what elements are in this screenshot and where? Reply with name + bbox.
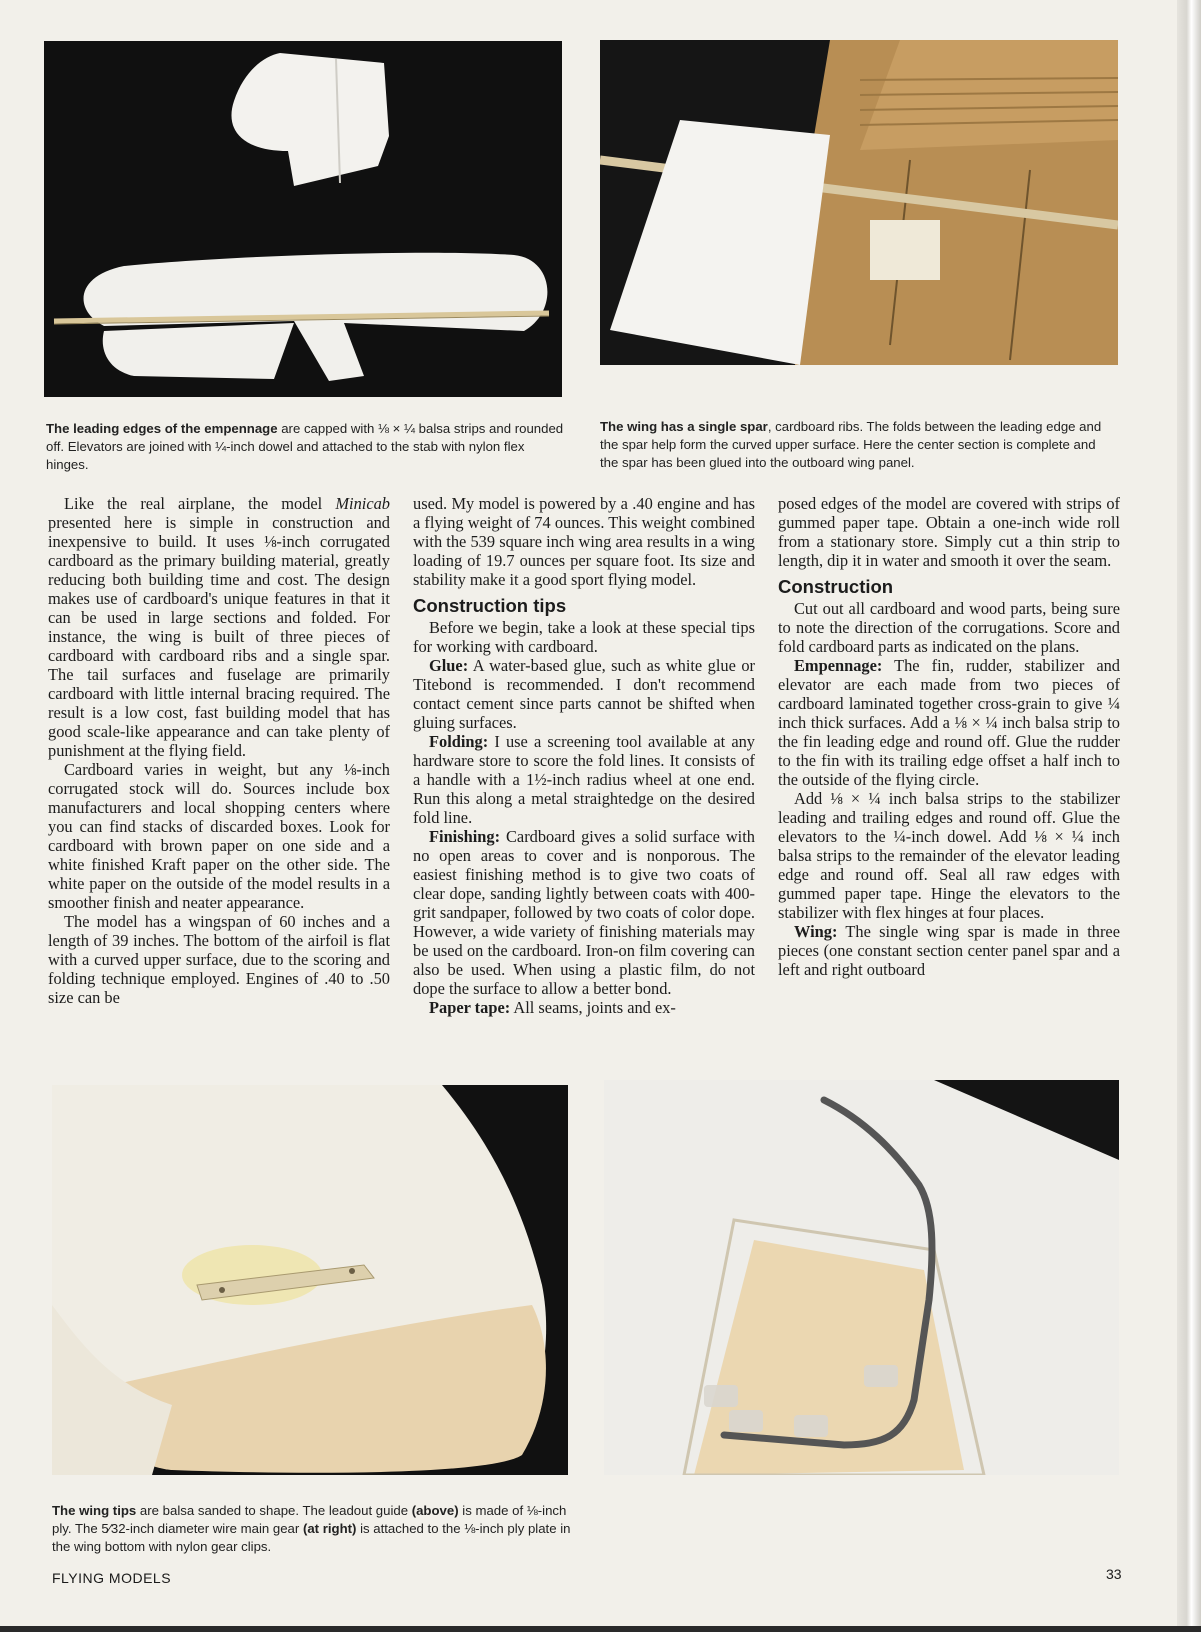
run-in-label: Glue:: [429, 656, 469, 675]
heading-construction: Construction: [778, 576, 894, 597]
paragraph: The model has a wingspan of 60 inches and a length of 39 inches. The bottom of the airfoil is flat with a curved upper surface, due to the scoring and folding technique employed. Engines of .40 to .50 size can be: [48, 912, 390, 1007]
photo-main-gear: [604, 1080, 1119, 1475]
caption-body: is made of ⅛-inch ply. The 5⁄32-inch diameter wire main gear: [52, 1503, 567, 1536]
run-in-label: Paper tape:: [429, 998, 511, 1017]
text: Cardboard gives a solid surface with no open areas to cover and is nonporous. The easiest finishing method is to give two coats of clear dope, sanding lightly between coats with 400-grit sandpaper, followed by two coats of color dope. However, a wide variety of finishing materials may be used on the cardboard. Iron-on film covering can also be used. When using a plastic film, do not dope the surface to allow a better bond.: [413, 827, 755, 998]
run-in-label: Folding:: [429, 732, 489, 751]
paragraph-empennage: [778, 656, 1120, 789]
paragraph-finishing: [413, 827, 755, 998]
caption-lead: The wing has a single spar: [600, 419, 768, 434]
caption-body: , cardboard ribs. The folds between the leading edge and the spar help form the curved upper surface. Here the center section is complete and the spar has been glued into the outboard wing panel.: [600, 419, 1102, 470]
paragraph-paper-tape: [413, 998, 755, 1017]
paragraph-folding: [413, 732, 755, 827]
heading-construction-tips: Construction tips: [413, 595, 567, 616]
paragraph: Cut out all cardboard and wood parts, being sure to note the direction of the corrugations. Score and fold cardboard parts as indicated on the plans.: [778, 599, 1120, 656]
caption-ref-at-right: (at right): [302, 1521, 357, 1536]
caption-body: are capped with ⅛ × ¼ balsa strips and rounded off. Elevators are joined with ¼-inch dowel and attached to the stab with nylon flex hinges.: [46, 421, 564, 472]
caption-lead: The leading edges of the empennage: [46, 421, 278, 436]
text: The fin, rudder, stabilizer and elevator are each made from two pieces of cardboard laminated together cross-grain to give ¼ inch thick surfaces. Add a ⅛ × ¼ inch balsa strip to the fin leading edge and round off. Glue the rudder to the fin with its trailing edge offset a half inch to the outside of the flying circle.: [778, 656, 1120, 789]
caption-body: are balsa sanded to shape. The leadout guide: [136, 1503, 412, 1518]
paragraph: Before we begin, take a look at these special tips for working with cardboard.: [413, 618, 755, 656]
text: All seams, joints and ex-: [510, 998, 676, 1017]
run-in-label: Wing:: [794, 922, 838, 941]
text: A water-based glue, such as white glue or Titebond is recommended. I don't recommend contact cement since parts cannot be shifted when gluing surfaces.: [413, 656, 755, 732]
page-bottom-edge: [0, 1626, 1201, 1632]
paragraph: Cardboard varies in weight, but any ⅛-inch corrugated stock will do. Sources include box manufacturers and local shopping centers where you can find stacks of discarded boxes. Look for cardboard with brown paper on one side and a white finished Kraft paper on the other side. The white paper on the outside of the model results in a smoother finish and neater appearance.: [48, 760, 390, 912]
magazine-name: FLYING MODELS: [52, 1570, 172, 1586]
caption-body: is attached to the ⅛-inch ply plate in the wing bottom with nylon gear clips.: [52, 1521, 571, 1554]
paragraph: Add ⅛ × ¼ inch balsa strips to the stabilizer leading and trailing edges and round off. Glue the elevators to the ¼-inch dowel. Add ⅛ × ¼ inch balsa strips to the remainder of the elevator leading edge and round off. Seal all raw edges with gummed paper tape. Hinge the elevators to the stabilizer with flex hinges at four places.: [778, 789, 1120, 922]
article-column-1: [48, 494, 390, 1007]
caption-wing-spar: [600, 418, 1115, 472]
paragraph: used. My model is powered by a .40 engine and has a flying weight of 74 ounces. This weight combined with the 539 square inch wing area results in a wing loading of 19.7 ounces per square foot. Its size and stability make it a good sport flying model.: [413, 494, 755, 589]
caption-empennage: [46, 420, 566, 474]
paragraph-wing: [778, 922, 1120, 979]
caption-ref-above: (above): [411, 1503, 459, 1518]
caption-wing-tips: [52, 1502, 572, 1556]
article-column-3: [778, 494, 1120, 979]
text: presented here is simple in construction and inexpensive to build. It uses ⅛-inch corrugated cardboard as the primary building material, greatly reducing both building time and cost. The design makes use of cardboard's unique features in that it can be used in large sections and folded. For instance, the wing is built of three pieces of cardboard with cardboard ribs and a single spar. The tail surfaces and fuselage are primarily cardboard with little internal bracing required. The result is a low cost, fast building model that has good scale-like appearance and can take plenty of punishment at the flying field.: [48, 513, 390, 760]
paragraph: [48, 494, 390, 760]
text: The single wing spar is made in three pieces (one constant section center panel spar and a left and right outboard: [778, 922, 1120, 979]
photo-empennage: [44, 41, 562, 397]
paragraph-glue: [413, 656, 755, 732]
caption-lead: The wing tips: [52, 1503, 137, 1518]
text: Like the real airplane, the model: [64, 494, 336, 513]
paragraph: posed edges of the model are covered with strips of gummed paper tape. Obtain a one-inch wide roll from a stationary store. Simply cut a thin strip to length, dip it in water and smooth it over the seam.: [778, 494, 1120, 570]
run-in-label: Finishing:: [429, 827, 501, 846]
run-in-label: Empennage:: [794, 656, 883, 675]
photo-wing-spar: [600, 40, 1118, 365]
photo-wing-tip: [52, 1085, 568, 1475]
page-number: 33: [1106, 1566, 1122, 1582]
article-column-2: [413, 494, 755, 1017]
text: I use a screening tool available at any hardware store to score the fold lines. It consists of a handle with a 1½-inch radius wheel at one end. Run this along a metal straightedge on the desired fold line.: [413, 732, 755, 827]
page-binding-edge: [1177, 0, 1201, 1632]
model-name: Minicab: [335, 494, 390, 513]
